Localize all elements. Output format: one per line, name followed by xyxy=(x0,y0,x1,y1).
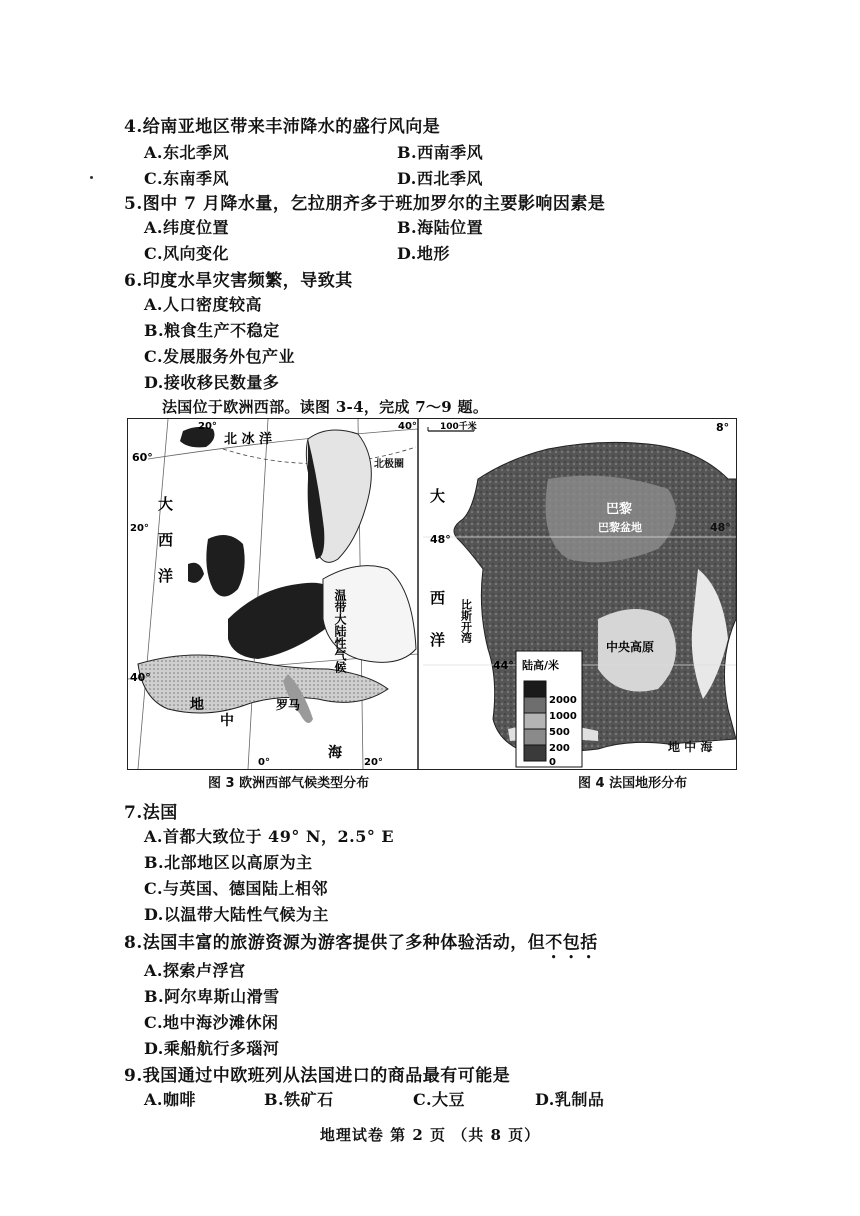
question-5-stem: 5.图中 7 月降水量，乞拉朋齐多于班加罗尔的主要影响因素是 xyxy=(124,194,606,214)
question-5-option-a: A.纬度位置 xyxy=(144,218,229,237)
page-footer: 地理试卷 第 2 页 （共 8 页） xyxy=(319,1126,541,1144)
figure-3-caption: 图 3 欧洲西部气候类型分布 xyxy=(208,776,370,791)
question-5-option-b: B.海陆位置 xyxy=(397,218,484,237)
fig3-lon-20w-side: 20° xyxy=(130,523,149,534)
legend-swatch-2000 xyxy=(524,681,546,697)
legend-level-500: 500 xyxy=(549,727,570,738)
question-4-option-a: A.东北季风 xyxy=(144,143,229,162)
fig3-lat-60: 60° xyxy=(132,451,153,464)
fig3-lat-40: 40° xyxy=(130,671,151,684)
legend-title: 陆高/米 xyxy=(522,659,560,672)
scan-speck xyxy=(90,176,93,179)
fig3-atlantic-2: 西 xyxy=(158,531,174,549)
question-8-option-c: C.地中海沙滩休闲 xyxy=(144,1013,279,1032)
question-6-option-c: C.发展服务外包产业 xyxy=(144,347,296,366)
question-8-option-a: A.探索卢浮宫 xyxy=(144,961,246,980)
fig3-arctic-circle: 北极圈 xyxy=(374,459,404,470)
question-6-option-d: D.接收移民数量多 xyxy=(144,373,280,392)
fig3-lon-0: 0° xyxy=(258,757,270,768)
figure-4-map xyxy=(419,419,736,769)
question-6-option-b: B.粮食生产不稳定 xyxy=(144,321,280,340)
question-9-option-c: C.大豆 xyxy=(413,1090,466,1109)
fig4-atlantic-1: 大 xyxy=(430,487,446,505)
fig3-med-2: 中 xyxy=(220,713,234,729)
fig3-lon-20e: 20° xyxy=(364,757,383,768)
fig4-atlantic-2: 西 xyxy=(430,589,446,607)
fig4-central-massif: 中央高原 xyxy=(606,640,655,654)
question-8-option-d: D.乘船航行多瑙河 xyxy=(144,1039,280,1058)
question-4-option-b: B.西南季风 xyxy=(397,143,484,162)
legend-level-0: 0 xyxy=(549,757,556,768)
figures-panel xyxy=(127,418,737,770)
question-5-option-d: D.地形 xyxy=(397,244,450,263)
question-8-option-b: B.阿尔卑斯山滑雪 xyxy=(144,987,280,1006)
fig4-paris-basin: 巴黎盆地 xyxy=(598,521,642,534)
legend-swatch-200 xyxy=(524,729,546,745)
question-8-emphasis: 不包括 xyxy=(545,933,598,953)
question-6-option-a: A.人口密度较高 xyxy=(144,295,262,314)
fig4-scale-bar: 100千米 xyxy=(440,422,477,432)
question-7-option-c: C.与英国、德国陆上相邻 xyxy=(144,879,329,898)
fig3-lon-20w: 20° xyxy=(198,421,217,432)
fig4-mediterranean: 地 中 海 xyxy=(668,740,713,754)
question-6-stem: 6.印度水旱灾害频繁，导致其 xyxy=(124,271,353,291)
fig3-atlantic-3: 洋 xyxy=(158,567,174,585)
question-4-stem: 4.给南亚地区带来丰沛降水的盛行风向是 xyxy=(124,117,441,137)
fig4-atlantic-3: 洋 xyxy=(430,631,446,649)
legend-level-1000: 1000 xyxy=(549,711,577,722)
question-9-option-b: B.铁矿石 xyxy=(264,1090,334,1109)
fig3-atlantic-1: 大 xyxy=(158,495,174,513)
question-9-option-a: A.咖啡 xyxy=(144,1090,196,1109)
fig4-lat-44: 44° xyxy=(493,659,514,672)
fig4-lon-8: 8° xyxy=(716,421,730,434)
fig3-rome: 罗马 xyxy=(276,698,301,712)
fig4-paris: 巴黎 xyxy=(606,502,633,517)
question-9-stem: 9.我国通过中欧班列从法国进口的商品最有可能是 xyxy=(124,1066,511,1086)
maps-svg xyxy=(128,419,736,769)
fig3-arctic-ocean: 北 冰 洋 xyxy=(224,432,273,447)
fig4-lat-48: 48° xyxy=(430,533,451,546)
legend-level-2000: 2000 xyxy=(549,695,577,706)
legend-swatch-500 xyxy=(524,713,546,729)
question-7-stem: 7.法国 xyxy=(124,803,178,823)
fig4-lat-48-right: 48° xyxy=(710,521,731,534)
question-7-option-d: D.以温带大陆性气候为主 xyxy=(144,905,329,924)
fig3-lon-40: 40° xyxy=(398,421,417,432)
figure-4-caption: 图 4 法国地形分布 xyxy=(578,776,688,791)
legend-swatch-0 xyxy=(524,745,546,761)
question-7-option-a: A.首都大致位于 49° N，2.5° E xyxy=(144,827,395,846)
fig3-med-1: 地 xyxy=(190,697,204,713)
question-4-option-d: D.西北季风 xyxy=(397,169,483,188)
fig3-temperate-continental: 温带大陆性气候 xyxy=(333,589,347,673)
passage-intro: 法国位于欧洲西部。读图 3-4，完成 7～9 题。 xyxy=(162,398,489,416)
legend-level-200: 200 xyxy=(549,743,570,754)
legend-swatch-1000 xyxy=(524,697,546,713)
figure-3-map xyxy=(128,419,418,769)
question-5-option-c: C.风向变化 xyxy=(144,244,230,263)
question-9-option-d: D.乳制品 xyxy=(535,1090,605,1109)
question-4-option-c: C.东南季风 xyxy=(144,169,230,188)
question-7-option-b: B.北部地区以高原为主 xyxy=(144,853,313,872)
fig3-med-3: 海 xyxy=(328,745,342,761)
fig4-biscay: 比斯开湾 xyxy=(459,599,473,643)
question-8-stem-text: 8.法国丰富的旅游资源为游客提供了多种体验活动，但 xyxy=(124,933,546,953)
elevation-legend xyxy=(516,651,582,768)
